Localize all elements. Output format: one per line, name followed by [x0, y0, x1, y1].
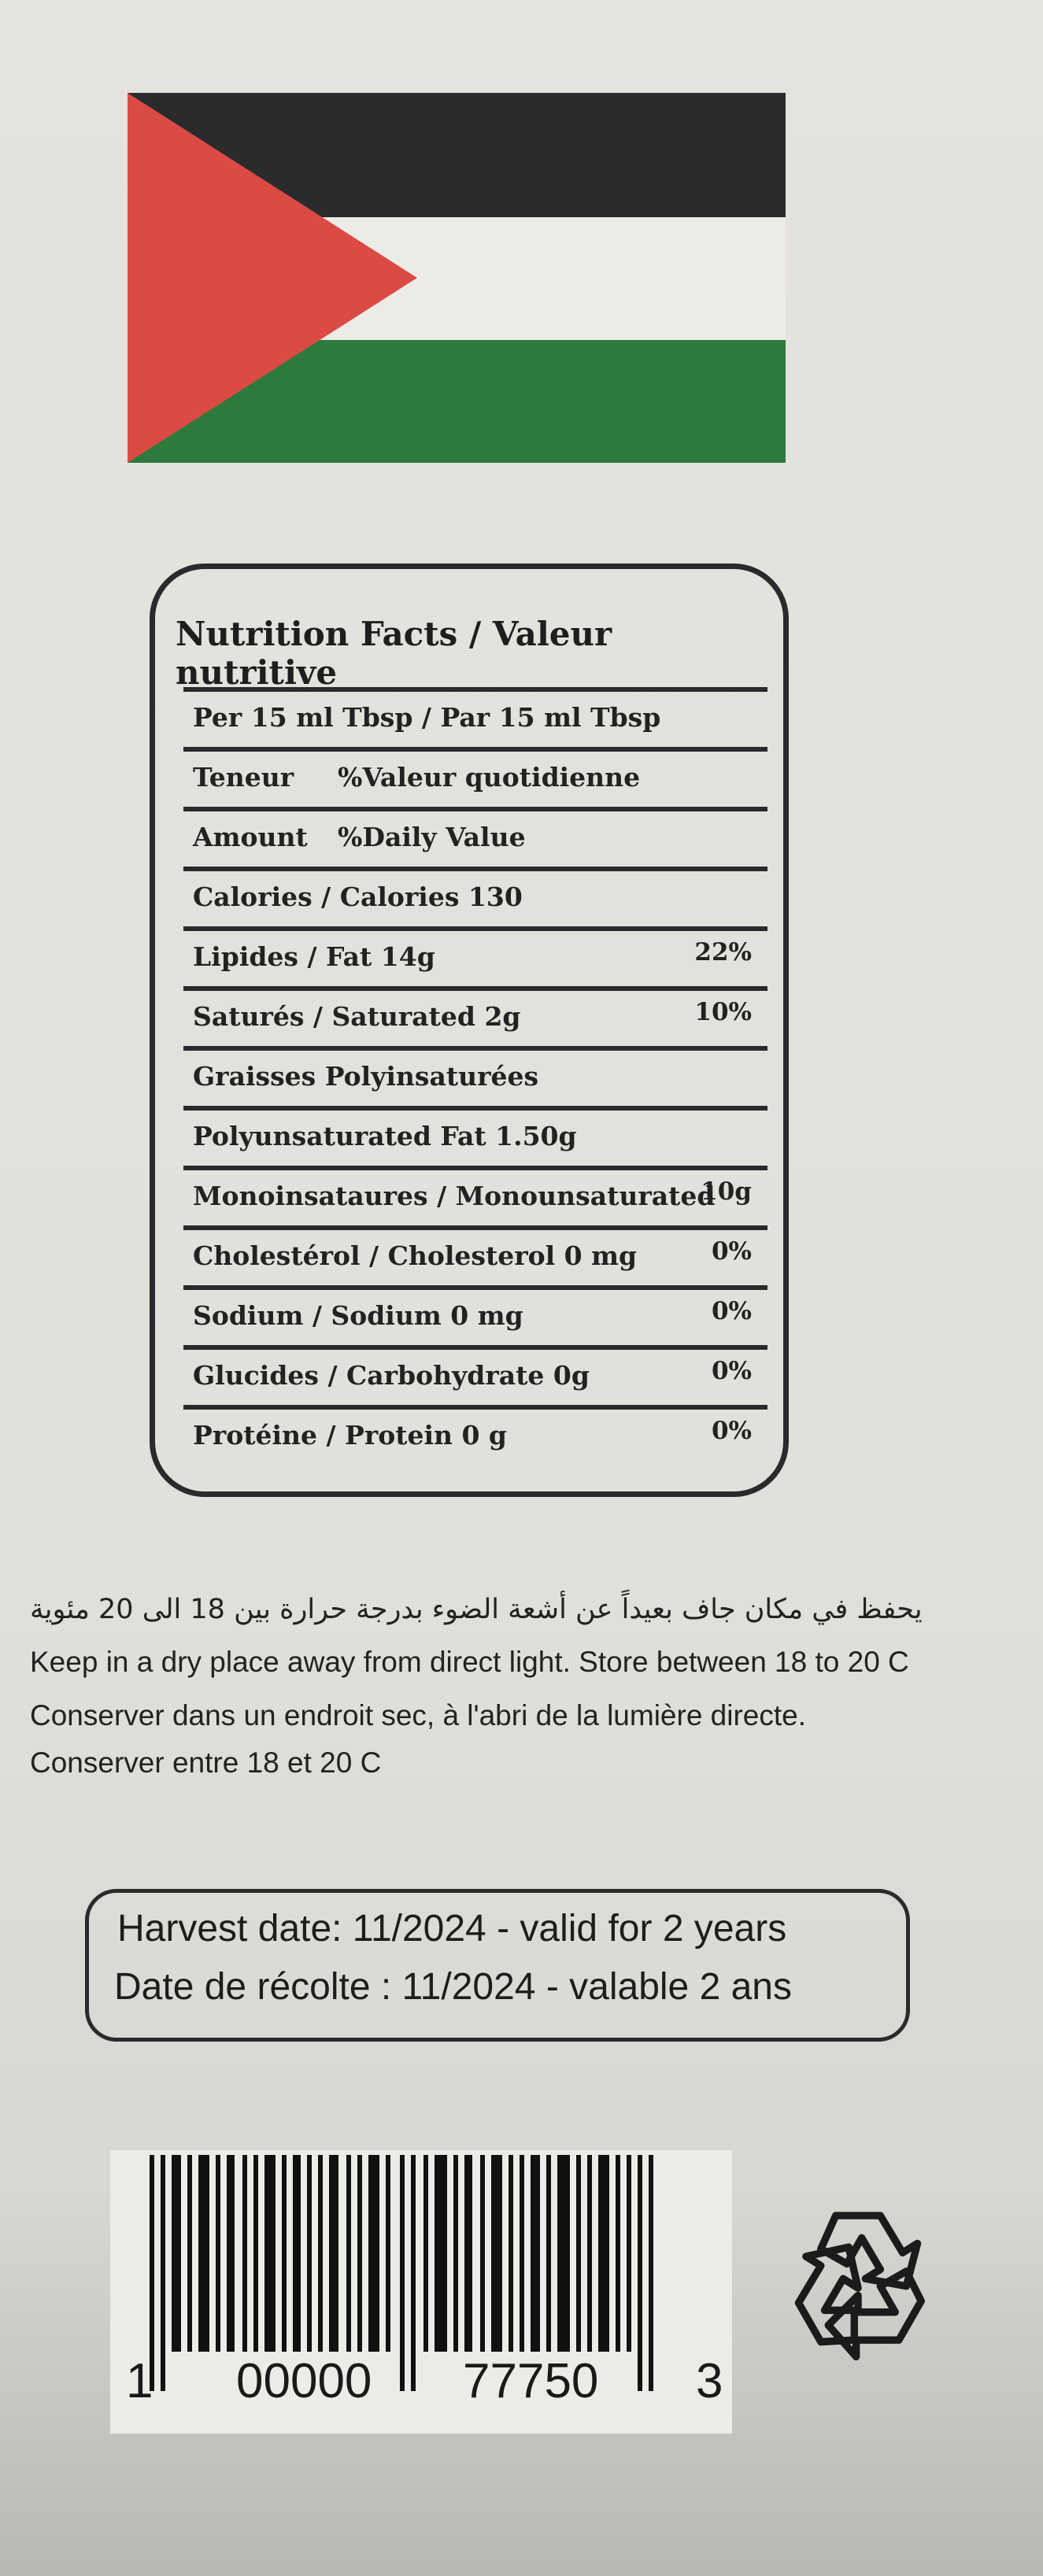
storage-text-french-2: Conserver entre 18 et 20 C — [30, 1746, 382, 1779]
nutrition-row-teneur — [183, 747, 767, 797]
harvest-date-english: Harvest date: 11/2024 - valid for 2 years — [117, 1908, 787, 1950]
row-label-daily-value-en: %Daily Value — [338, 822, 526, 852]
palestine-flag-icon — [128, 93, 786, 463]
nutrition-row-monounsaturated — [183, 1166, 767, 1216]
nutrition-facts-panel — [150, 564, 789, 1497]
nutrition-row-fat — [183, 926, 767, 977]
barcode-digit-lead: 1 — [126, 2354, 153, 2408]
row-value: 0% — [711, 1357, 752, 1385]
row-label-daily-value-fr: %Valeur quotidienne — [338, 762, 641, 793]
row-value: 0% — [711, 1297, 752, 1325]
nutrition-row-cholesterol — [183, 1225, 767, 1276]
row-label: Graisses Polyinsaturées — [193, 1061, 539, 1092]
row-label: Calories / Calories 130 — [193, 881, 523, 912]
barcode-icon — [150, 2155, 693, 2391]
row-value: 0% — [711, 1417, 752, 1445]
row-label: Saturés / Saturated 2g — [193, 1001, 521, 1032]
nutrition-row-carbohydrate — [183, 1345, 767, 1395]
barcode-digits-right: 77750 — [463, 2354, 599, 2408]
nutrition-row-amount — [183, 807, 767, 857]
storage-text-english: Keep in a dry place away from direct light. Store between 18 to 20 C — [30, 1646, 909, 1678]
recycle-icon — [765, 2190, 951, 2375]
barcode-digits-left: 00000 — [236, 2354, 372, 2408]
nutrition-row-saturated — [183, 986, 767, 1037]
row-value: 10% — [694, 998, 752, 1026]
row-label: Monoinsataures / Monounsaturated — [193, 1181, 716, 1211]
row-value: 22% — [694, 938, 752, 966]
row-label: Cholestérol / Cholesterol 0 mg — [193, 1240, 638, 1271]
barcode-digit-check: 3 — [696, 2354, 723, 2408]
row-value: 0% — [711, 1237, 752, 1266]
nutrition-row-sodium — [183, 1285, 767, 1336]
row-label: Polyunsaturated Fat 1.50g — [193, 1121, 577, 1151]
row-label: Per 15 ml Tbsp / Par 15 ml Tbsp — [193, 702, 661, 733]
row-label: Lipides / Fat 14g — [193, 941, 435, 972]
nutrition-row-polyunsaturated-en — [183, 1106, 767, 1156]
row-label: Glucides / Carbohydrate 0g — [193, 1360, 590, 1391]
row-label: Sodium / Sodium 0 mg — [193, 1300, 523, 1331]
row-label: Amount — [193, 822, 308, 852]
nutrition-row-polyunsaturated-fr — [183, 1046, 767, 1096]
nutrition-title: Nutrition Facts / Valeur nutritive — [176, 615, 612, 692]
row-label: Teneur — [193, 762, 294, 793]
row-label: Protéine / Protein 0 g — [193, 1420, 507, 1451]
nutrition-row-serving — [183, 687, 767, 737]
storage-text-arabic: يحفظ في مكان جاف بعيداً عن أشعة الضوء بدرجة حرارة بين 18 الى 20 مئوية — [30, 1594, 923, 1625]
nutrition-row-calories — [183, 867, 767, 917]
harvest-date-french: Date de récolte : 11/2024 - valable 2 ans — [114, 1966, 792, 2008]
row-value: 10g — [701, 1177, 752, 1206]
storage-instructions — [30, 1594, 998, 1780]
storage-text-french-1: Conserver dans un endroit sec, à l'abri de la lumière directe. — [30, 1699, 807, 1732]
nutrition-row-protein — [183, 1405, 767, 1455]
harvest-date-box — [85, 1889, 910, 2042]
